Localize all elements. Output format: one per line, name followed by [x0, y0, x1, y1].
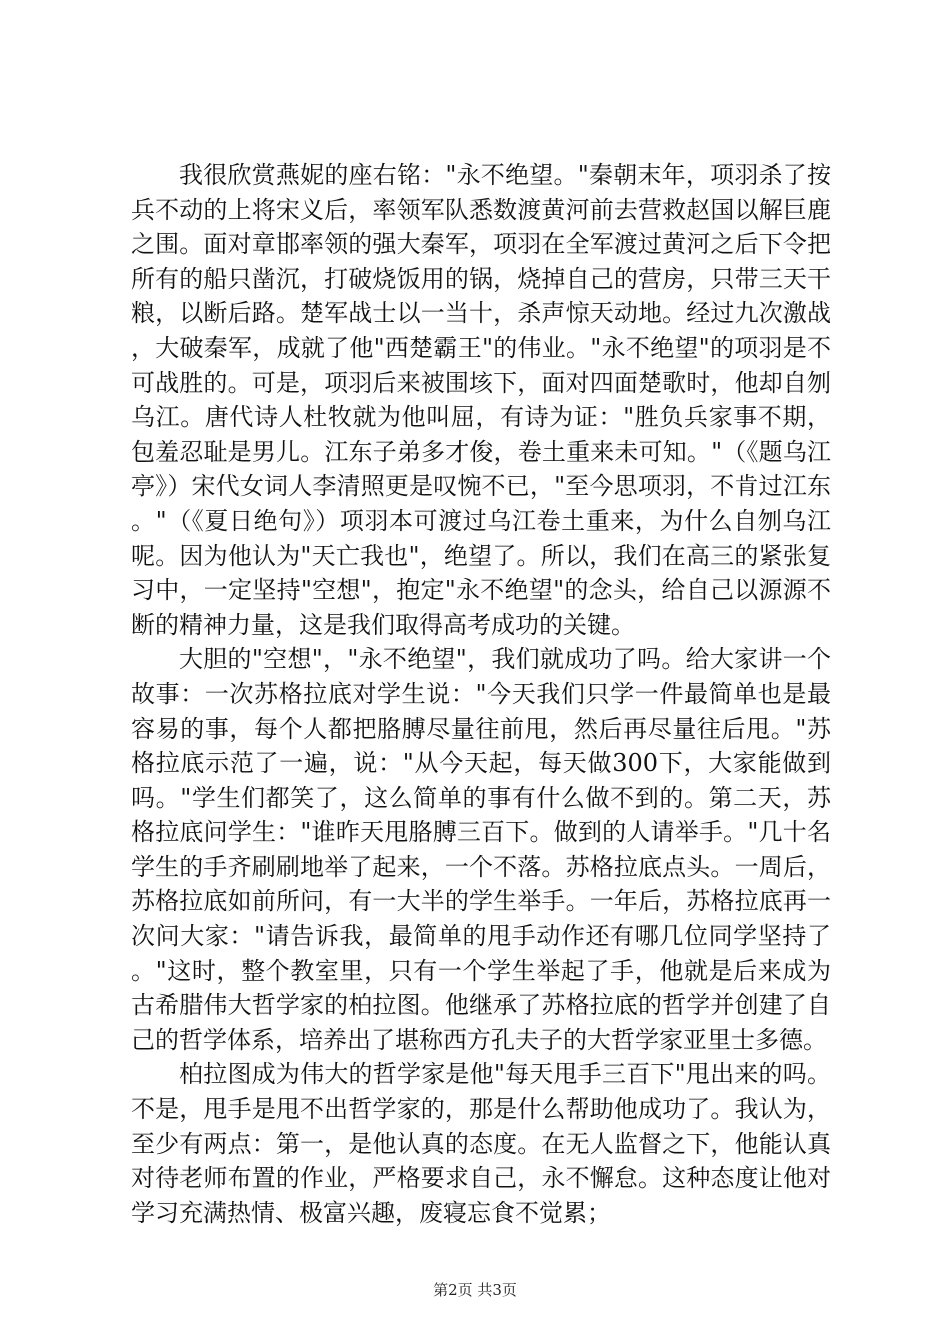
- paragraph-3: 柏拉图成为伟大的哲学家是他"每天甩手三百下"甩出来的吗。不是，甩手是甩不出哲学家的，那是什么帮助他成功了。我认为，至少有两点：第一，是他认真的态度。在无人监督之下，他能认真对待老师布置的作业，严格要求自己，永不懈怠。这种态度让他对学习充满热情、极富兴趣，废寝忘食不觉累；: [131, 1060, 831, 1227]
- document-body: [131, 158, 831, 1230]
- page-number-footer: 第2页 共3页: [433, 1281, 517, 1299]
- paragraph-2: 大胆的"空想"，"永不绝望"，我们就成功了吗。给大家讲一个故事：一次苏格拉底对学生说："今天我们只学一件最简单也是最容易的事，每个人都把胳膊尽量往前甩，然后再尽量往后甩。"苏格拉底示范了一遍，说："从今天起，每天做300下，大家能做到吗。"学生们都笑了，这么简单的事有什么做不到的。第二天，苏格拉底问学生："谁昨天甩胳膊三百下。做到的人请举手。"几十名学生的手齐刷刷地举了起来，一个不落。苏格拉底点头。一周后，苏格拉底如前所问，有一大半的学生举手。一年后，苏格拉底再一次问大家："请告诉我，最简单的甩手动作还有哪几位同学坚持了。"这时，整个教室里，只有一个学生举起了手，他就是后来成为古希腊伟大哲学家的柏拉图。他继承了苏格拉底的哲学并创建了自己的哲学体系，培养出了堪称西方孔夫子的大哲学家亚里士多德。: [131, 645, 831, 1054]
- paragraph-1: 我很欣赏燕妮的座右铭："永不绝望。"秦朝末年，项羽杀了按兵不动的上将宋义后，率领军队悉数渡黄河前去营救赵国以解巨鹿之围。面对章邯率领的强大秦军，项羽在全军渡过黄河之后下令把所有的船只凿沉，打破烧饭用的锅，烧掉自己的营房，只带三天干粮，以断后路。楚军战士以一当十，杀声惊天动地。经过九次激战，大破秦军，成就了他"西楚霸王"的伟业。"永不绝望"的项羽是不可战胜的。可是，项羽后来被围垓下，面对四面楚歌时，他却自刎乌江。唐代诗人杜牧就为他叫屈，有诗为证："胜负兵家事不期，包羞忍耻是男儿。江东子弟多才俊，卷土重来未可知。"（《题乌江亭》）宋代女词人李清照更是叹惋不已，"至今思项羽，不肯过江东。"（《夏日绝句》）项羽本可渡过乌江卷土重来，为什么自刎乌江呢。因为他认为"天亡我也"，绝望了。所以，我们在高三的紧张复习中，一定坚持"空想"，抱定"永不绝望"的念头，给自己以源源不断的精神力量，这是我们取得高考成功的关键。: [131, 161, 831, 639]
